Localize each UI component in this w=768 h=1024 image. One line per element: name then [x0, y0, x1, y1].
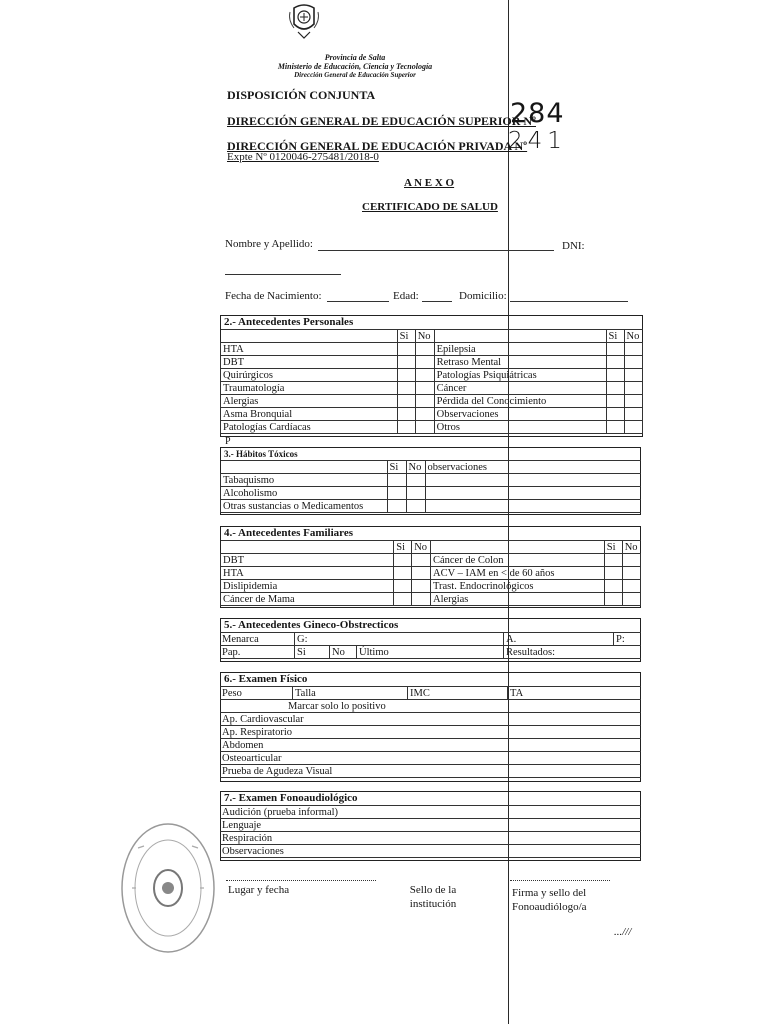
check-si[interactable] [606, 343, 624, 356]
row-label: Trast. Endocrinológicos [430, 580, 604, 593]
row-label: Patologías Cardíacas [221, 421, 398, 434]
lugar-fecha-line[interactable] [226, 880, 376, 881]
check-no[interactable] [406, 500, 425, 513]
domicilio-label: Domicilio: [459, 290, 507, 302]
check-no[interactable] [415, 421, 434, 434]
header-province: Provincia de Salta [324, 53, 386, 62]
row-label: Dislipidemia [221, 580, 394, 593]
dges-number: 284 [510, 98, 565, 129]
check-no[interactable] [412, 593, 431, 606]
col-no: No [415, 330, 434, 343]
col-no: No [412, 541, 431, 554]
row-label[interactable]: Abdomen [220, 739, 641, 752]
row-label: Otros [434, 421, 606, 434]
sello-label-1: Sello de la [409, 884, 457, 896]
g-label[interactable]: G: [295, 633, 504, 646]
check-no[interactable] [415, 395, 434, 408]
domicilio-line[interactable] [510, 301, 628, 302]
row-label[interactable]: Lenguaje [220, 819, 641, 832]
check-si[interactable] [397, 343, 415, 356]
check-no[interactable] [624, 343, 642, 356]
firma-line[interactable] [510, 880, 610, 881]
col-si: Si [387, 461, 406, 474]
fecha-nacimiento-line[interactable] [327, 301, 389, 302]
continuation-mark: .../// [614, 926, 632, 938]
col-no: No [622, 541, 640, 554]
check-si[interactable] [394, 580, 412, 593]
marcar-instruccion: Marcar solo lo positivo [220, 700, 641, 713]
section-3-title: 3.- Hábitos Tóxicos [224, 449, 298, 459]
pap-si[interactable]: Si [295, 646, 330, 659]
check-no[interactable] [624, 408, 642, 421]
talla-label[interactable]: Talla [293, 687, 408, 700]
edad-label: Edad: [393, 290, 419, 302]
check-si[interactable] [394, 593, 412, 606]
check-si[interactable] [604, 567, 622, 580]
check-no[interactable] [412, 580, 431, 593]
check-si[interactable] [606, 421, 624, 434]
check-si[interactable] [397, 408, 415, 421]
check-si[interactable] [397, 421, 415, 434]
check-si[interactable] [397, 356, 415, 369]
check-si[interactable] [387, 500, 406, 513]
row-label: Patologías Psiquiátricas [434, 369, 606, 382]
header-blank [221, 541, 394, 554]
pap-no[interactable]: No [330, 646, 357, 659]
row-label: Pérdida del Conocimiento [434, 395, 606, 408]
check-si[interactable] [606, 408, 624, 421]
table-antecedentes-familiares [220, 540, 641, 606]
lugar-fecha-label: Lugar y fecha [228, 884, 290, 896]
firma-label-1: Firma y sello del [512, 887, 587, 899]
check-no[interactable] [624, 395, 642, 408]
check-si[interactable] [397, 382, 415, 395]
anexo-title: A N E X O [404, 177, 455, 189]
check-si[interactable] [397, 369, 415, 382]
check-si[interactable] [604, 554, 622, 567]
check-no[interactable] [624, 356, 642, 369]
edad-line[interactable] [422, 301, 452, 302]
header-blank [221, 330, 398, 343]
row-label[interactable]: Observaciones [220, 845, 641, 858]
check-no[interactable] [622, 554, 640, 567]
row-label[interactable]: Audición (prueba informal) [220, 806, 641, 819]
col-observaciones: observaciones [425, 461, 641, 474]
row-label: DBT [221, 356, 398, 369]
check-no[interactable] [624, 382, 642, 395]
header-blank [221, 461, 388, 474]
nombre-input-line[interactable] [318, 250, 554, 251]
check-no[interactable] [415, 369, 434, 382]
header-ministry: Ministerio de Educación, Ciencia y Tecnología [277, 62, 433, 71]
section-5-title: 5.- Antecedentes Gineco-Obstrecticos [224, 619, 399, 631]
row-label: Retraso Mental [434, 356, 606, 369]
pap-resultados[interactable]: Resultados: [504, 646, 641, 659]
row-label[interactable]: Respiración [220, 832, 641, 845]
nombre-continuation-line[interactable] [225, 274, 341, 275]
dgep-number: 241 [508, 128, 567, 154]
row-label: HTA [221, 343, 398, 356]
section-6-title: 6.- Examen Físico [224, 673, 308, 685]
check-si[interactable] [394, 567, 412, 580]
pap-ultimo[interactable]: Último [357, 646, 504, 659]
section-4-title: 4.- Antecedentes Familiares [224, 527, 354, 539]
check-si[interactable] [606, 382, 624, 395]
row-label: Otras sustancias o Medicamentos [221, 500, 388, 513]
row-label: ACV – IAM en < de 60 años [430, 567, 604, 580]
row-label: Alergias [221, 395, 398, 408]
row-label: Cáncer de Colon [430, 554, 604, 567]
p-label[interactable]: P: [614, 633, 641, 646]
table-gineco-obstetricos [220, 632, 641, 659]
section-2-title: 2.- Antecedentes Personales [224, 316, 354, 328]
nombre-label: Nombre y Apellido: [225, 238, 313, 250]
row-label: Tabaquismo [221, 474, 388, 487]
check-si[interactable] [387, 474, 406, 487]
observaciones-cell[interactable] [425, 487, 641, 500]
table-habitos-toxicos [220, 460, 641, 513]
firma-label-2: Fonoaudiólogo/a [512, 901, 587, 913]
check-si[interactable] [606, 356, 624, 369]
check-no[interactable] [415, 343, 434, 356]
stray-mark: P [225, 436, 231, 447]
sello-label-2: institución [409, 898, 457, 910]
check-no[interactable] [415, 382, 434, 395]
official-seal-stamp [118, 818, 218, 958]
check-si[interactable] [397, 395, 415, 408]
row-label: Quirúrgicos [221, 369, 398, 382]
check-no[interactable] [412, 554, 431, 567]
row-label: Observaciones [434, 408, 606, 421]
row-label: Alcoholismo [221, 487, 388, 500]
check-no[interactable] [406, 474, 425, 487]
check-si[interactable] [606, 395, 624, 408]
col-si: Si [397, 330, 415, 343]
check-no[interactable] [415, 408, 434, 421]
check-no[interactable] [624, 421, 642, 434]
check-no[interactable] [406, 487, 425, 500]
row-label: Alergias [430, 593, 604, 606]
row-label[interactable]: Ap. Cardiovascular [220, 713, 641, 726]
observaciones-cell[interactable] [425, 474, 641, 487]
imc-label[interactable]: IMC [408, 687, 508, 700]
peso-label[interactable]: Peso [220, 687, 293, 700]
certificado-title: CERTIFICADO DE SALUD [362, 201, 498, 213]
check-si[interactable] [606, 369, 624, 382]
check-no[interactable] [622, 567, 640, 580]
row-label: Epilepsia [434, 343, 606, 356]
row-label[interactable]: Osteoarticular [220, 752, 641, 765]
header-blank [434, 330, 606, 343]
dgep-title: DIRECCIÓN GENERAL DE EDUCACIÓN PRIVADA Nº [227, 139, 528, 153]
menarca-label: Menarca [220, 633, 295, 646]
ta-label[interactable]: TA [508, 687, 642, 700]
check-si[interactable] [604, 593, 622, 606]
table-examen-fisico [220, 686, 641, 778]
pap-label: Pap. [220, 646, 295, 659]
check-no[interactable] [415, 356, 434, 369]
check-si[interactable] [387, 487, 406, 500]
row-label: DBT [221, 554, 394, 567]
col-si: Si [604, 541, 622, 554]
fecha-nacimiento-label: Fecha de Nacimiento: [225, 290, 322, 302]
table-antecedentes-personales [220, 329, 643, 434]
header-direction: Dirección General de Educación Superior [294, 71, 416, 79]
col-no: No [406, 461, 425, 474]
disposicion-title: DISPOSICIÓN CONJUNTA [227, 88, 376, 102]
row-label: Asma Bronquial [221, 408, 398, 421]
check-no[interactable] [622, 580, 640, 593]
row-label[interactable]: Prueba de Agudeza Visual [220, 765, 641, 778]
expediente: Expte Nº 0120046-275481/2018-0 [227, 151, 379, 163]
row-label: Cáncer [434, 382, 606, 395]
row-label: Cáncer de Mama [221, 593, 394, 606]
check-si[interactable] [604, 580, 622, 593]
observaciones-cell[interactable] [425, 500, 641, 513]
row-label: HTA [221, 567, 394, 580]
check-no[interactable] [622, 593, 640, 606]
table-examen-fonoaudiologico [220, 805, 641, 858]
dges-title: DIRECCIÓN GENERAL DE EDUCACIÓN SUPERIOR Nº [227, 114, 536, 128]
row-label: Traumatología [221, 382, 398, 395]
col-si: Si [394, 541, 412, 554]
section-7-title: 7.- Examen Fonoaudiológico [224, 792, 358, 804]
col-no: No [624, 330, 642, 343]
row-label[interactable]: Ap. Respiratorio [220, 726, 641, 739]
dni-label: DNI: [562, 240, 585, 252]
check-no[interactable] [624, 369, 642, 382]
header-blank [430, 541, 604, 554]
check-no[interactable] [412, 567, 431, 580]
provincial-crest-icon [286, 2, 322, 40]
check-si[interactable] [394, 554, 412, 567]
col-si: Si [606, 330, 624, 343]
a-label[interactable]: A. [504, 633, 614, 646]
